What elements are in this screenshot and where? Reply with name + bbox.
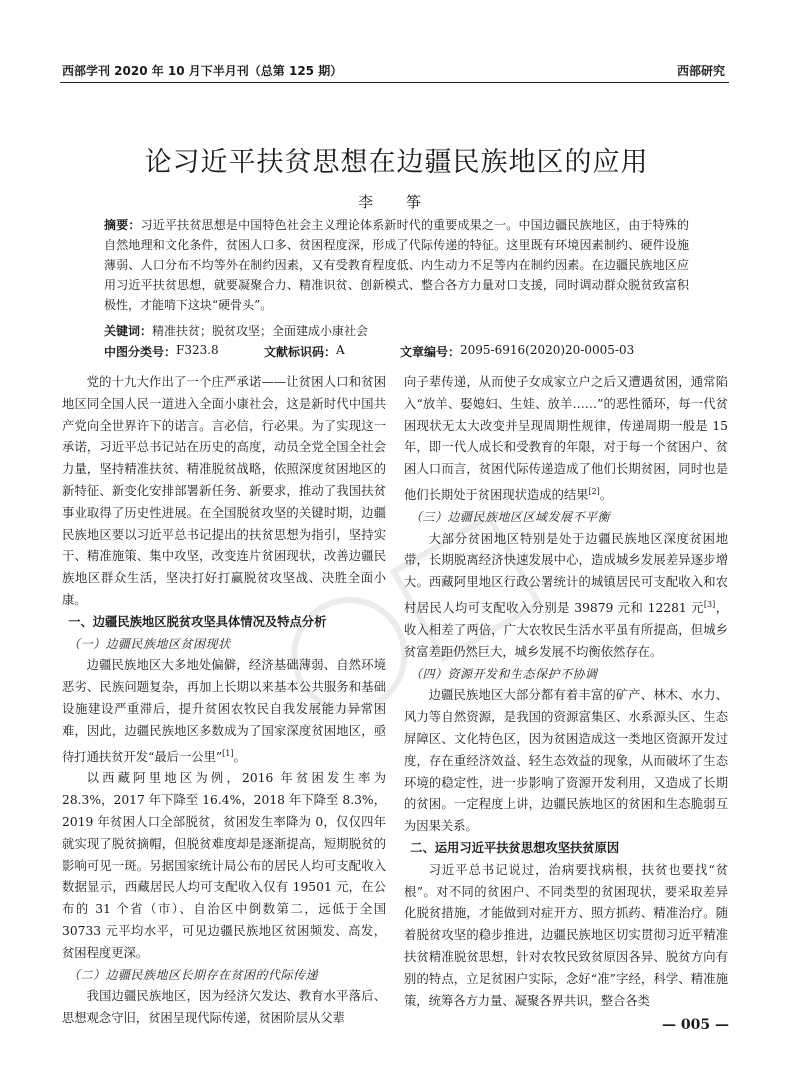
paragraph: 边疆民族地区大部分都有着丰富的矿产、林木、水力、风力等自然资源，是我国的资源富集区、水系源头区、生态屏障区、文化特色区，因为贫困造成这一类地区资源开发过度，存在重经济效益、轻生态效益的现象，从而破坏了生态环境的稳定性，进一步影响了资源开发利用，又造成了长期的贫困。一定程度上讲，边疆民族地区的贫困和生态脆弱互为因果关系。	[404, 688, 728, 834]
paragraph-text: 向子辈传递，从而使子女成家立户之后又遭遇贫困，通常陷入“放羊、娶媳妇、生娃、放羊……”的恶性循环，每一代贫困现状无太大改变并呈现周期性规律，传递周期一般是 15 年，即一代人成长和受教育的年限，对于每一个贫困户、贫困人口而言，贫困代际传递造成了他们长期贫困，同时也是他们长期处于贫困现状造成的结果	[404, 375, 728, 503]
citation-ref: [2]	[588, 486, 600, 496]
paragraph	[404, 529, 728, 664]
doc-code-value: A	[336, 343, 345, 357]
keywords-text: 精准扶贫；脱贫攻坚；全面建成小康社会	[152, 324, 369, 338]
section-heading-2: 二、运用习近平扶贫思想攻坚扶贫原因	[410, 840, 620, 855]
paragraph-end: 。	[233, 749, 246, 764]
article-title: 论习近平扶贫思想在边疆民族地区的应用	[144, 147, 649, 178]
paragraph: 习近平总书记说过，治病要找病根，扶贫也要找“贫根”。对不同的贫困户、不同类型的贫困现状，要采取差异化脱贫措施，才能做到对症开方、照方抓药、精准治疗。随着脱贫攻坚的稳步推进，边疆民族地区切实贯彻习近平精准扶贫精准脱贫思想，针对农牧民致贫原因各异、脱贫方向有别的特点，立足贫困户实际，念好“准”字经，科学、精准施策，统筹各方力量、凝聚各界共识，整合各类	[404, 862, 728, 1008]
subsection-heading: （一）边疆民族地区贫困现状	[68, 636, 231, 651]
left-column	[62, 372, 386, 1030]
citation-ref: [3]	[703, 600, 716, 610]
abstract-text: 习近平扶贫思想是中国特色社会主义理论体系新时代的重要成果之一。中国边疆民族地区，由于特殊的自然地理和文化条件，贫困人口多、贫困程度深，形成了代际传递的特征。这里既有环境因素制约、硬件设施薄弱、人口分布不均等外在制约因素，又有受教育程度低、内生动力不足等内在制约因素。在边疆民族地区应用习近平扶贫思想，就要凝聚合力、精准识贫、创新模式、整合各方力量对口支援，同时调动群众脱贫致富积极性，才能啃下这块“硬骨头”。	[104, 218, 689, 312]
paragraph: 以西藏阿里地区为例，2016 年贫困发生率为 28.3%，2017 年下降至 16.4%，2018 年下降至 8.3%，2019 年贫困人口全部脱贫，贫困发生率降为 0，仅仅四年就实现了脱贫摘帽，但脱贫难度却是逐渐提高，短期脱贫的影响可见一斑。另据国家统计局公布的居民人均可支配收入数据显示，西藏居民人均可支配收入仅有 19501 元，在公布的 31 个省（市）、自治区中倒数第二，远低于全国 30733 元平均水平，可见边疆民族地区贫困频发、高发，贫困程度更深。	[62, 771, 386, 960]
right-column	[404, 372, 728, 1012]
paragraph	[404, 372, 728, 507]
paragraph-end: ，收入相差了两倍，广大农牧民生活水平虽有所提高，但城乡贫富差距仍然巨大，城乡发展不均衡依然存在。	[404, 601, 728, 659]
paragraph: 党的十九大作出了一个庄严承诺——让贫困人口和贫困地区同全国人民一道进入全面小康社会，这是新时代中国共产党向全世界许下的诺言。言必信，行必果。为了实现这一承诺，习近平总书记站在历史的高度，动员全党全国全社会力量，坚持精准扶贫、精准脱贫战略，依照深度贫困地区的新特征、新变化安排部署新任务、新要求，推动了我国扶贫事业取得了历史性进展。在全国脱贫攻坚的关键时期，边疆民族地区要以习近平总书记提出的扶贫思想为指引，坚持实干、精准施策、集中攻坚，改变连片贫困现状，改善边疆民族地区群众生活，坚决打好打赢脱贫攻坚战、决胜全面小康。	[62, 375, 386, 607]
clc-value: F323.8	[176, 343, 219, 357]
article-number-value: 2095-6916(2020)20-0005-03	[460, 343, 635, 357]
doc-code-label: 文献标识码：	[264, 345, 337, 359]
subsection-heading: （三）边疆民族地区区域发展不平衡	[410, 509, 611, 524]
subsection-heading: （二）边疆民族地区长期存在贫困的代际传递	[68, 967, 319, 982]
page-number: — 005 —	[662, 1017, 729, 1033]
keywords	[104, 322, 368, 339]
paragraph-text: 大部分贫困地区特别是处于边疆民族地区深度贫困地带，长期脱离经济快速发展中心，造成城乡发展差异逐步增大。西藏阿里地区行政公署统计的城镇居民可支配收入和农村居民人均可支配收入分别是 39879 元和 12281 元	[404, 531, 728, 616]
section-name: 西部研究	[676, 64, 725, 78]
article-metadata	[104, 343, 689, 361]
abstract	[104, 215, 689, 315]
article-author: 李 筝	[358, 193, 435, 211]
paragraph	[62, 655, 386, 768]
keywords-label: 关键词：	[104, 324, 153, 338]
paragraph-end: 。	[599, 488, 613, 503]
paragraph: 我国边疆民族地区，因为经济欠发达、教育水平落后、思想观念守旧，贫困呈现代际传递，贫困阶层从父辈	[62, 989, 386, 1026]
article-number-label: 文章编号：	[400, 345, 461, 359]
citation-ref: [1]	[222, 748, 234, 758]
abstract-label: 摘要：	[104, 218, 141, 232]
article-number	[400, 343, 635, 360]
document-code	[264, 343, 345, 360]
journal-header-left: 西部学刊 2020 年 10 月下半月刊（总第 125 期）	[62, 64, 343, 78]
section-heading-1: 一、边疆民族地区脱贫攻坚具体情况及特点分析	[68, 614, 327, 629]
clc-number	[104, 343, 219, 360]
running-header	[60, 60, 729, 83]
clc-label: 中图分类号：	[104, 345, 177, 359]
paragraph-text: 边疆民族地区大多地处偏僻，经济基础薄弱、自然环境恶劣、民族问题复杂，再加上长期以来基本公共服务和基础设施建设严重滞后，提升贫困农牧民自我发展能力异常困难，因此，边疆民族地区多数成为了国家深度贫困地区，亟待打通扶贫开发“最后一公里”	[62, 658, 386, 764]
subsection-heading: （四）资源开发和生态保护不协调	[410, 666, 598, 681]
